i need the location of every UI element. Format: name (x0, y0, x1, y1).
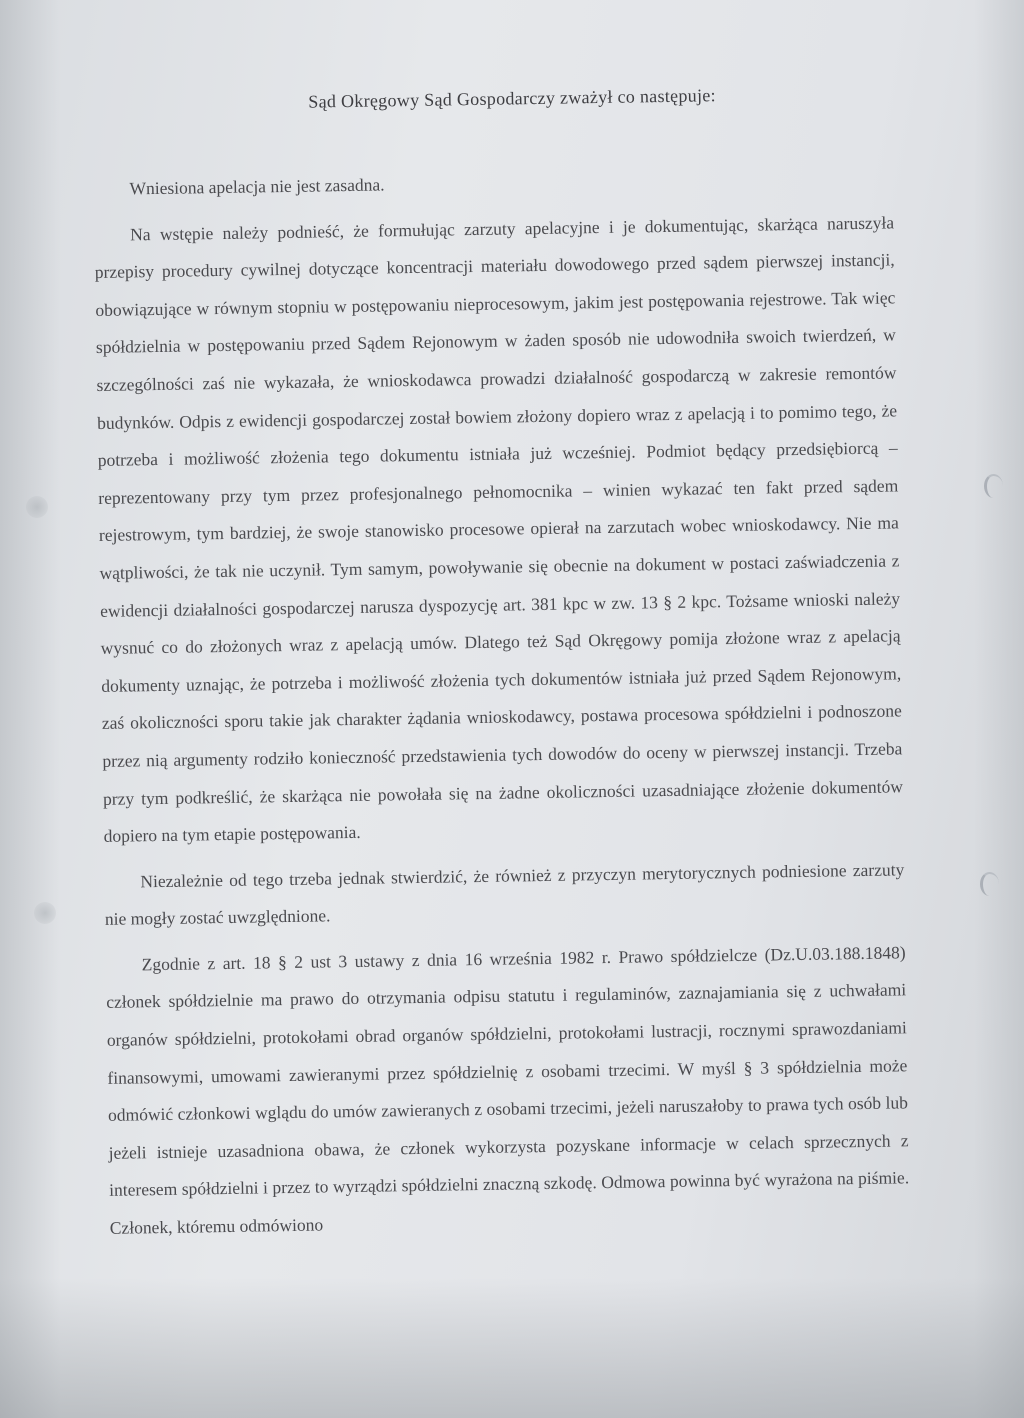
paragraph-3: Niezależnie od tego trzeba jednak stwierdzić, że również z przyczyn merytorycznych podniesione zarzuty nie mogły zostać uwzględnione. (104, 859, 905, 930)
document-title: Sąd Okręgowy Sąd Gospodarczy zważył co następuje: (308, 85, 717, 112)
document-body (92, 82, 910, 1255)
page-shadow-right (974, 0, 1024, 1418)
page-shadow-bottom (0, 1278, 1024, 1418)
paragraph-4: Zgodnie z art. 18 § 2 ust 3 ustawy z dnia 16 września 1982 r. Prawo spółdzielcze (Dz.U.03.188.1848) członek spółdzielnie ma prawo do otrzymania odpisu statutu i regulaminów, zaznajamiania się z uchwałami organów spółdzielni, protokołami obrad organów spółdzielni, protokołami lustracji, rocznymi sprawozdaniami finansowymi, umowami zawieranymi przez spółdzielnię z osobami trzecimi. W myśl § 3 spółdzielnia może odmówić członkowi wglądu do umów zawieranych z osobami trzecimi, jeżeli naruszałoby to prawa tych osób lub jeżeli istnieje uzasadniona obawa, że członek wykorzysta pozyskane informacje w celach sprzecznych z interesem spółdzielni i przez to wyrządzi spółdzielni znaczną szkodę. Odmowa powinna być wyrażona na piśmie. Członek, któremu odmówiono (106, 942, 910, 1238)
punch-hole-top (984, 474, 1003, 498)
paragraph-1: Wniesiona apelacja nie jest zasadna. (129, 174, 385, 199)
paper-mark-1 (26, 496, 48, 518)
paragraph-2: Na wstępie należy podnieść, że formułując zarzuty apelacyjne i je dokumentując, skarżąca naruszyła przepisy procedury cywilnej dotyczące koncentracji materiału dowodowego przed sądem pierwszej instancji, obowiązujące w równym stopniu w postępowaniu nieprocesowym, jakim jest postępowania rejestrowe. Tak więc spółdzielnia w postępowaniu przed Sądem Rejonowym w żaden sposób nie udowodniła swoich twierdzeń, w szczególności zaś nie wykazała, że wnioskodawca prowadzi działalność gospodarczą w zakresie remontów budynków. Odpis z ewidencji gospodarczej został bowiem złożony dopiero wraz z apelacją i to pomimo tego, że potrzeba i możliwość złożenia tego dokumentu istniała już wcześniej. Podmiot będący przedsiębiorcą – reprezentowany przy tym przez profesjonalnego pełnomocnika – winien wykazać ten fakt przed sądem rejestrowym, tym bardziej, że swoje stanowisko procesowe opierał na zarzutach wobec wnioskodawcy. Nie ma wątpliwości, że tak nie uczynił. Tym samym, powoływanie się obecnie na dokument w postaci zaświadczenia z ewidencji działalności gospodarczej narusza dyspozycję art. 381 kpc w zw. 13 § 2 kpc. Tożsame wnioski należy wysnuć co do złożonych wraz z apelacją umów. Dlatego też Sąd Okręgowy pomija złożone wraz z apelacją dokumenty uznając, że potrzeba i możliwość złożenia tych dokumentów istniała już przed Sądem Rejonowym, zaś okoliczności sporu takie jak charakter żądania wnioskodawcy, postawa procesowa spółdzielni i podnoszone przez nią argumenty rodziło konieczność przedstawienia tych dowodów do oceny w pierwszej instancji. Trzeba przy tym podkreślić, że skarżąca nie powołała się na żadne okoliczności uzasadniające złożenie dokumentów dopiero na tym etapie postępowania. (94, 212, 904, 847)
punch-hole-bottom (980, 872, 999, 896)
page-shadow-left (0, 0, 60, 1418)
paper-mark-2 (34, 902, 56, 924)
